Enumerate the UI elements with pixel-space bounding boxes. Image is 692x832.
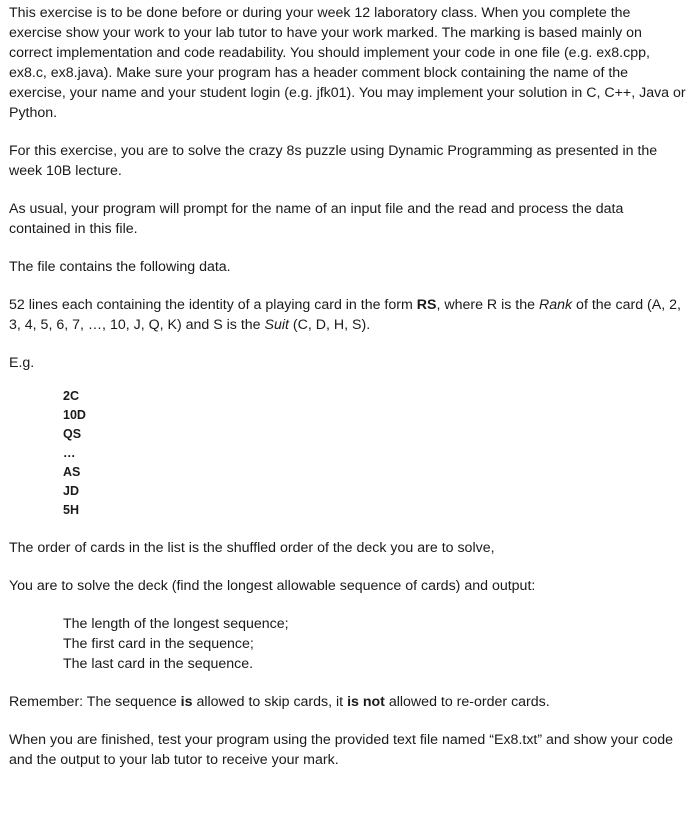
- lines-description-paragraph: [9, 295, 686, 335]
- prompt-paragraph: As usual, your program will prompt for the name of an input file and the read and process the data contained in this file.: [9, 201, 624, 237]
- lines-desc-pre: 52 lines each containing the identity of a playing card in the form: [9, 297, 417, 313]
- output-item: The length of the longest sequence;: [63, 616, 289, 632]
- remember-is-not: is not: [347, 694, 385, 710]
- intro-paragraph: This exercise is to be done before or during your week 12 laboratory class. When you complete the exercise show your work to your lab tutor to have your work marked. The marking is based mainly on correct implementation and code readability. You should implement your code in one file (e.g. ex8.cpp, ex8.c, ex8.java). Make sure your program has a header comment block containing the name of the exercise, your name and your student login (e.g. jfk01). You may implement your solution in C, C++, Java or Python.: [9, 5, 686, 121]
- example-card-list: [63, 387, 686, 520]
- finish-paragraph: When you are finished, test your program using the provided text file named “Ex8.txt” and show your code and the output to your lab tutor to receive your mark.: [9, 732, 674, 768]
- remember-post: allowed to re-order cards.: [384, 694, 550, 710]
- output-item: The last card in the sequence.: [63, 656, 254, 672]
- solve-paragraph: You are to solve the deck (find the longest allowable sequence of cards) and output:: [9, 578, 536, 594]
- example-card: AS: [63, 465, 81, 479]
- output-item: The first card in the sequence;: [63, 636, 254, 652]
- example-card-ellipsis: …: [63, 446, 76, 460]
- order-paragraph: The order of cards in the list is the shuffled order of the deck you are to solve,: [9, 540, 495, 556]
- example-card: 10D: [63, 408, 86, 422]
- lines-desc-post: (C, D, H, S).: [288, 317, 371, 333]
- example-card: QS: [63, 427, 82, 441]
- rs-term: RS: [416, 297, 437, 313]
- remember-paragraph: [9, 692, 686, 712]
- suit-term: Suit: [264, 317, 289, 333]
- example-label: E.g.: [9, 355, 35, 371]
- rank-term: Rank: [538, 297, 573, 313]
- example-card: 5H: [63, 503, 79, 517]
- task-paragraph: For this exercise, you are to solve the crazy 8s puzzle using Dynamic Programming as presented in the week 10B lecture.: [9, 143, 658, 179]
- example-card: 2C: [63, 389, 79, 403]
- example-card: JD: [63, 484, 79, 498]
- file-contains-paragraph: The file contains the following data.: [9, 259, 231, 275]
- lines-desc-mid1: , where R is the: [436, 297, 539, 313]
- remember-is: is: [180, 694, 193, 710]
- lines-desc-mid2: of the card (A, 2, 3, 4, 5, 6, 7, …, 10, J, Q, K) and S is the: [9, 297, 681, 333]
- output-requirements: [63, 614, 686, 674]
- remember-mid: allowed to skip cards, it: [192, 694, 348, 710]
- remember-pre: Remember: The sequence: [9, 694, 181, 710]
